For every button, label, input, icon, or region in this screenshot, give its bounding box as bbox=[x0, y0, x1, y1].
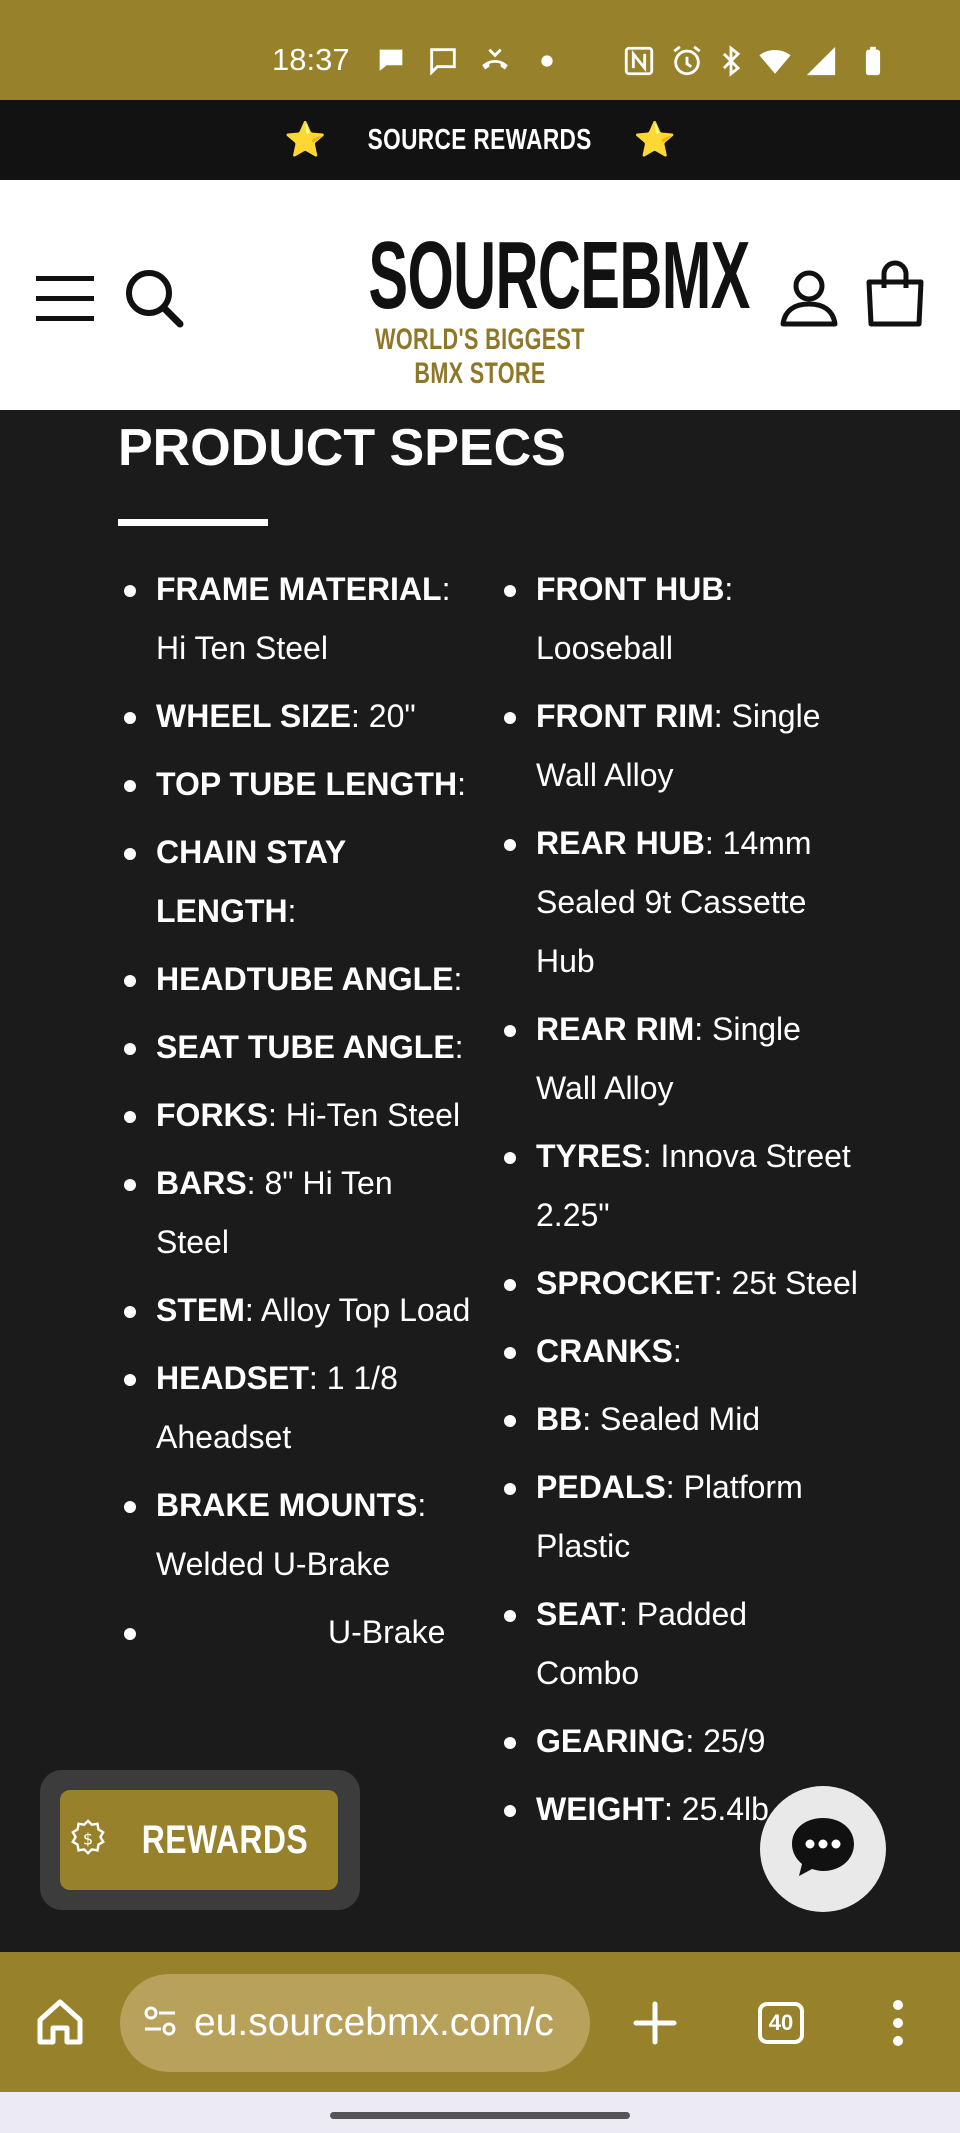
spec-value: : bbox=[672, 1333, 682, 1369]
wifi-icon bbox=[758, 44, 792, 78]
menu-icon[interactable] bbox=[34, 272, 98, 324]
tab-count: 40 bbox=[758, 2002, 804, 2044]
dot-icon bbox=[530, 44, 564, 78]
promo-text: SOURCE REWARDS bbox=[367, 123, 593, 156]
spec-key: BB bbox=[536, 1401, 583, 1437]
spec-list-right bbox=[498, 560, 858, 1848]
spec-key: CHAIN STAY LENGTH bbox=[156, 834, 346, 929]
spec-value: : 25t Steel bbox=[713, 1265, 858, 1301]
status-time: 18:37 bbox=[272, 42, 350, 77]
site-settings-icon[interactable] bbox=[140, 2001, 180, 2045]
spec-value: : bbox=[287, 893, 297, 929]
spec-item bbox=[118, 1476, 473, 1594]
spec-value: : Looseball bbox=[536, 571, 734, 666]
spec-key: FRAME MATERIAL bbox=[156, 571, 442, 607]
spec-item bbox=[118, 755, 473, 814]
spec-item bbox=[118, 1086, 473, 1145]
spec-value: U-Brake bbox=[328, 1614, 446, 1650]
missed-call-icon bbox=[478, 44, 512, 78]
spec-key: FORKS bbox=[156, 1097, 268, 1133]
spec-key: SEAT TUBE ANGLE bbox=[156, 1029, 455, 1065]
spec-item bbox=[498, 1585, 858, 1703]
sourcebmx-logo[interactable] bbox=[300, 222, 750, 391]
spec-item bbox=[498, 1712, 858, 1771]
spec-value: : Single Wall Alloy bbox=[536, 1011, 801, 1106]
rewards-widget bbox=[40, 1770, 360, 1910]
spec-key: GEARING bbox=[536, 1723, 686, 1759]
spec-key: SPROCKET bbox=[536, 1265, 714, 1301]
status-bar bbox=[0, 0, 960, 100]
spec-value: : 1 1/8 Aheadset bbox=[156, 1360, 398, 1455]
new-tab-icon[interactable] bbox=[632, 2000, 678, 2046]
star-icon: ⭐ bbox=[283, 120, 327, 160]
spec-key: CRANKS bbox=[536, 1333, 673, 1369]
spec-key: REAR HUB bbox=[536, 825, 705, 861]
spec-item bbox=[118, 1281, 473, 1340]
rewards-label: REWARDS bbox=[141, 1817, 309, 1862]
chat-icon bbox=[426, 44, 460, 78]
system-navigation-bar bbox=[0, 2092, 960, 2133]
spec-key: TYRES bbox=[536, 1138, 643, 1174]
gesture-handle[interactable] bbox=[330, 2112, 630, 2119]
search-icon[interactable] bbox=[122, 266, 186, 330]
spec-key: WHEEL SIZE bbox=[156, 698, 351, 734]
spec-key: REAR RIM bbox=[536, 1011, 695, 1047]
url-text: eu.sourcebmx.com/c bbox=[194, 2001, 554, 2044]
account-icon[interactable] bbox=[778, 266, 840, 328]
spec-value: : Hi Ten Steel bbox=[156, 571, 451, 666]
chat-button[interactable] bbox=[760, 1786, 886, 1912]
spec-key: SEAT bbox=[536, 1596, 619, 1632]
home-icon[interactable] bbox=[34, 1996, 86, 2048]
spec-key: BRAKE MOUNTS bbox=[156, 1487, 418, 1523]
spec-item bbox=[118, 1349, 473, 1467]
rewards-promo-banner[interactable] bbox=[0, 100, 960, 180]
spec-value: : bbox=[453, 961, 463, 997]
spec-item bbox=[498, 1127, 858, 1245]
tabs-icon[interactable] bbox=[756, 2000, 806, 2046]
battery-icon bbox=[856, 44, 890, 78]
spec-value: : bbox=[454, 1029, 464, 1065]
cell-signal-icon bbox=[804, 44, 838, 78]
chat-ellipsis-icon bbox=[788, 1814, 858, 1884]
spec-value: : Welded U-Brake bbox=[156, 1487, 427, 1582]
specs-title: PRODUCT SPECS bbox=[118, 419, 566, 477]
spec-value: : Platform Plastic bbox=[536, 1469, 803, 1564]
spec-value: : 8" Hi Ten Steel bbox=[156, 1165, 393, 1260]
spec-item bbox=[118, 950, 473, 1009]
spec-item bbox=[498, 814, 858, 991]
spec-key: STEM bbox=[156, 1292, 245, 1328]
svg-text:$: $ bbox=[82, 1829, 94, 1849]
spec-item bbox=[498, 1000, 858, 1118]
spec-value: : 25/9 bbox=[685, 1723, 766, 1759]
spec-value: : Alloy Top Load bbox=[244, 1292, 471, 1328]
spec-key: HEADTUBE ANGLE bbox=[156, 961, 454, 997]
spec-key: PEDALS bbox=[536, 1469, 666, 1505]
spec-item bbox=[118, 1603, 473, 1662]
spec-key: FRONT HUB bbox=[536, 571, 725, 607]
spec-item bbox=[118, 560, 473, 678]
browser-toolbar bbox=[0, 1952, 960, 2092]
spec-list-left bbox=[118, 560, 473, 1671]
spec-item bbox=[498, 560, 858, 678]
spec-item bbox=[118, 687, 473, 746]
spec-value: : Hi-Ten Steel bbox=[268, 1097, 461, 1133]
spec-value: : 25.4lb bbox=[663, 1791, 769, 1827]
cart-icon[interactable] bbox=[864, 258, 926, 328]
spec-key: TOP TUBE LENGTH bbox=[156, 766, 458, 802]
spec-key: BARS bbox=[156, 1165, 247, 1201]
spec-key: FRONT RIM bbox=[536, 698, 714, 734]
spec-value: : 20" bbox=[350, 698, 416, 734]
more-icon[interactable] bbox=[880, 1996, 916, 2050]
spec-key: WEIGHT bbox=[536, 1791, 664, 1827]
spec-value: : Single Wall Alloy bbox=[536, 698, 821, 793]
logo-wordmark: SOURCEBMX bbox=[368, 222, 750, 329]
bluetooth-icon bbox=[714, 44, 748, 78]
spec-item bbox=[118, 823, 473, 941]
spec-value: : bbox=[457, 766, 466, 802]
site-header bbox=[0, 180, 960, 410]
spec-key: HEADSET bbox=[156, 1360, 309, 1396]
title-underline bbox=[118, 519, 268, 526]
rewards-button[interactable] bbox=[60, 1790, 338, 1890]
spec-item bbox=[498, 687, 858, 805]
spec-item bbox=[118, 1018, 473, 1077]
spec-item bbox=[498, 1458, 858, 1576]
spec-item bbox=[498, 1254, 858, 1313]
alarm-icon bbox=[670, 44, 704, 78]
nfc-icon bbox=[622, 44, 656, 78]
message-bubble-icon bbox=[374, 44, 408, 78]
url-bar[interactable] bbox=[120, 1974, 590, 2072]
spec-value: : 14mm Sealed 9t Cassette Hub bbox=[536, 825, 812, 979]
spec-value: : Innova Street 2.25" bbox=[536, 1138, 851, 1233]
spec-value: : Sealed Mid bbox=[582, 1401, 761, 1437]
spec-item bbox=[498, 1322, 858, 1381]
star-icon: ⭐ bbox=[633, 120, 677, 160]
spec-item bbox=[498, 1390, 858, 1449]
spec-value: : Padded Combo bbox=[536, 1596, 748, 1691]
spec-item bbox=[118, 1154, 473, 1272]
logo-tagline: WORLD'S BIGGEST BMX STORE bbox=[375, 323, 585, 391]
dollar-badge-icon bbox=[69, 1819, 107, 1861]
